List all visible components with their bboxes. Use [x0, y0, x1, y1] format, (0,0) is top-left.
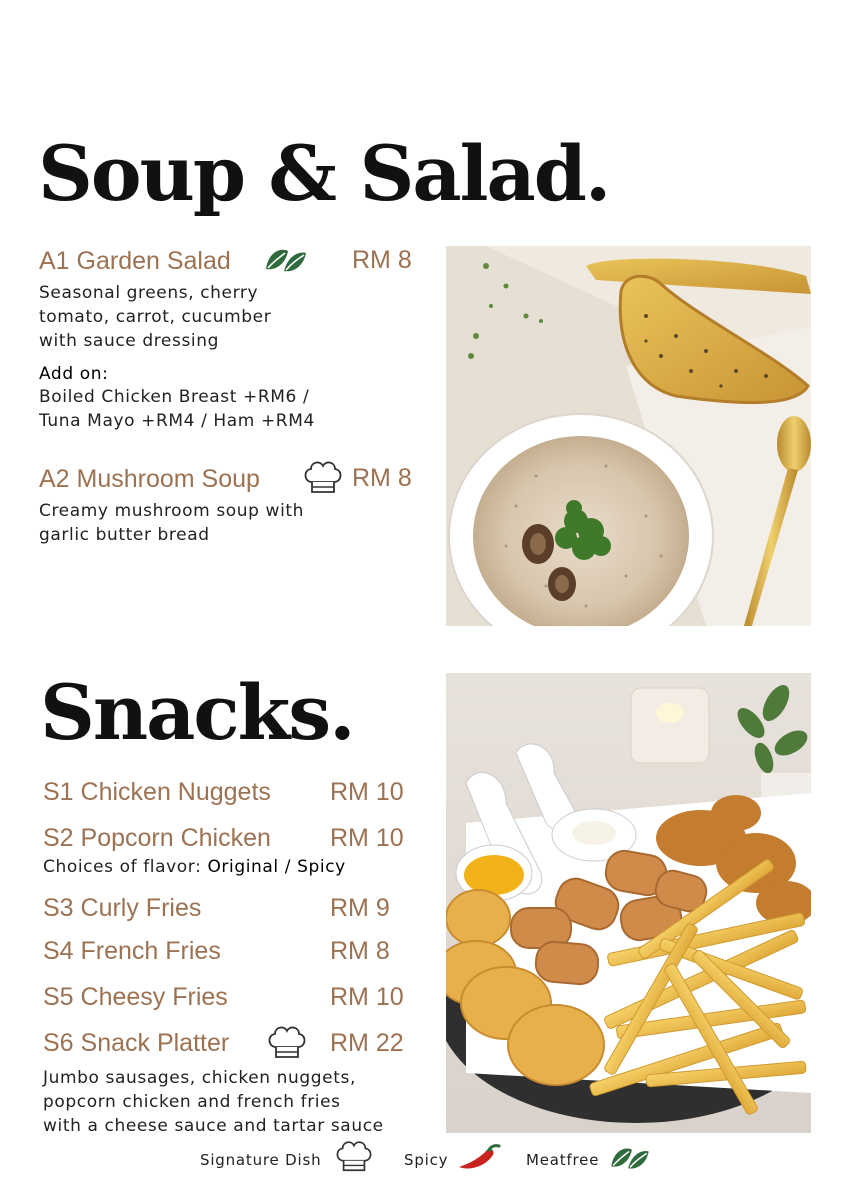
section-title-snacks: Snacks. [40, 668, 354, 757]
flavor-options: Choices of flavor: Original / Spicy [43, 857, 346, 877]
addon-heading: Add on: [39, 364, 109, 384]
menu-item-name: A1 Garden Salad [39, 247, 231, 275]
menu-item-name: S4 French Fries [43, 937, 221, 965]
menu-item-description: Seasonal greens, cherry tomato, carrot, cucumber with sauce dressing [39, 283, 272, 351]
legend-meatfree-label: Meatfree [526, 1151, 600, 1169]
menu-item-description: Creamy mushroom soup with garlic butter bread [39, 501, 305, 545]
soup-bread-photo [446, 246, 811, 626]
menu-item-description: Jumbo sausages, chicken nuggets, popcorn chicken and french fries with a cheese sauce and tartar sauce [43, 1068, 384, 1136]
chef-hat-icon [334, 1138, 374, 1174]
menu-item-price: RM 9 [330, 894, 390, 922]
menu-item-name: S2 Popcorn Chicken [43, 824, 271, 852]
leaf-icon [264, 245, 308, 275]
menu-item-price: RM 22 [330, 1029, 404, 1057]
menu-item-name: S1 Chicken Nuggets [43, 778, 271, 806]
menu-item-price: RM 8 [330, 937, 390, 965]
chili-pepper-icon [455, 1143, 501, 1173]
legend-spicy-label: Spicy [404, 1151, 449, 1169]
menu-item-price: RM 8 [352, 464, 412, 492]
menu-item-name: S3 Curly Fries [43, 894, 202, 922]
legend-signature-label: Signature Dish [200, 1151, 322, 1169]
menu-item-price: RM 10 [330, 824, 404, 852]
chef-hat-icon [302, 458, 344, 496]
menu-item-price: RM 10 [330, 778, 404, 806]
section-title-soup-salad: Soup & Salad. [38, 129, 610, 218]
menu-item-name: A2 Mushroom Soup [39, 465, 260, 493]
addon-options: Boiled Chicken Breast +RM6 / Tuna Mayo +RM4 / Ham +RM4 [39, 387, 315, 431]
menu-item-name: S5 Cheesy Fries [43, 983, 228, 1011]
chef-hat-icon [266, 1023, 308, 1061]
menu-item-name: S6 Snack Platter [43, 1029, 230, 1057]
leaf-icon [609, 1144, 651, 1172]
snack-platter-photo [446, 673, 811, 1133]
menu-item-price: RM 8 [352, 246, 412, 274]
menu-item-price: RM 10 [330, 983, 404, 1011]
